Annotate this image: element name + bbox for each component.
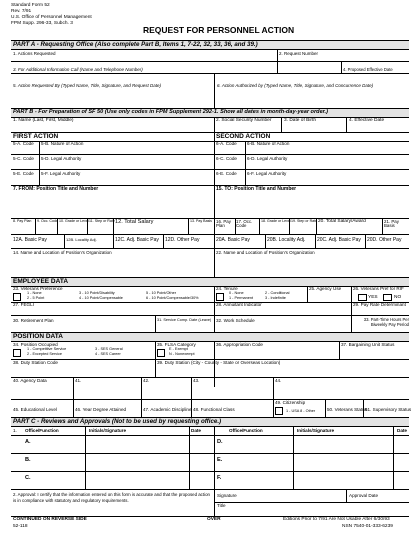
part-time-hours-label: 33. Part-Time Hours Per Biweekly Pay Period	[363, 317, 409, 328]
initials-signature-left-header: Initials/Signature	[89, 428, 127, 433]
from-org-label: 14. Name and Location of Position's Organization	[13, 250, 112, 255]
flsa-box[interactable]	[157, 349, 165, 357]
vp-rif-no-box[interactable]	[383, 294, 392, 301]
first-action-heading: FIRST ACTION	[13, 133, 59, 140]
work-schedule-label: 32. Work Schedule	[216, 318, 255, 323]
vp-option-1: 1 - None	[27, 291, 42, 295]
form-info-line1: Standard Form 52	[11, 3, 50, 8]
part-a-title: PART A - Requesting Office (Also complete Part B, Items 1, 7-22, 32, 33, 36, and 39.)	[13, 41, 258, 48]
form-info-line2: Rev. 7/91	[11, 9, 32, 14]
review-row-b: B.	[25, 457, 31, 463]
date-right-header: Date	[397, 428, 407, 433]
to-pay-plan: 16. Pay Plan	[216, 219, 231, 229]
vp-option-3: 3 - 10 Point/Disability	[79, 291, 115, 295]
second-action-code-c: 6-C. Code	[216, 156, 237, 161]
from-occ-code: 9. Occ. Code	[37, 219, 58, 223]
ssn-label: 2. Social Security Number	[216, 118, 272, 123]
flsa-option-e: E - Exempt	[169, 347, 188, 351]
actions-requested-label: 1. Actions Requested	[13, 51, 56, 56]
additional-info-label: 3. For Additional Information Call (Name and Telephone Number)	[13, 67, 143, 72]
proposed-effective-date-label: 4. Proposed Effective Date	[343, 67, 393, 72]
retirement-plan-label: 30. Retirement Plan	[13, 318, 54, 323]
form-info-line3: U.S. Office of Personnel Management	[11, 15, 92, 20]
action-authorized-by-label: 6. Action Authorized by (Typed Name, Title, Signature, and Concurrence Date)	[217, 83, 374, 88]
part-b-title: PART B - For Preparation of SF 50 (Use only codes in FPM Supplement 292-1. Show all dates in month-day-year order.)	[13, 109, 328, 115]
position-data-title: POSITION DATA	[13, 333, 63, 340]
nsn-number: NSN 7540-01-333-6239	[342, 524, 393, 529]
employee-data-header	[11, 277, 409, 287]
from-pay-basis: 13. Pay Basis	[190, 219, 212, 223]
request-number-label: 2. Request Number	[279, 51, 319, 56]
agency-data-label: 40. Agency Data	[13, 378, 47, 383]
form-title: REQUEST FOR PERSONNEL ACTION	[143, 25, 295, 35]
signature-label: Signature	[217, 493, 237, 498]
approval-date-label: Approval Date	[349, 493, 379, 498]
office-function-right-header: Office/Function	[229, 428, 263, 433]
second-action-code-e: 6-E. Code	[216, 171, 237, 176]
veterans-preference-box[interactable]	[13, 293, 21, 301]
employee-data-title: EMPLOYEE DATA	[13, 278, 69, 285]
date-left-header: Date	[191, 428, 201, 433]
to-occ-code: 17. Occ. Code	[236, 219, 253, 229]
title-label: Title	[217, 503, 226, 508]
over-label: OVER	[207, 517, 221, 522]
vp-rif-yes-label: YES	[368, 295, 378, 300]
education-label: 45. Educational Level	[13, 407, 57, 412]
part-c-title: PART C - Reviews and Approvals (Not to be used by requesting office.)	[13, 418, 222, 425]
pay-rate-label: 29. Pay Rate Determinant	[353, 302, 406, 307]
review-row-f: F.	[217, 475, 222, 481]
year-degree-label: 46. Year Degree Attained	[75, 407, 127, 412]
from-other-pay: 12D. Other Pay	[165, 237, 200, 243]
annuitant-label: 28. Annuitant Indicator	[216, 302, 262, 307]
vp-option-4: 4 - 10 Point/Compensable	[79, 296, 123, 300]
from-grade: 10. Grade or Level	[59, 219, 89, 223]
po-option-4: 4 - SES Career	[95, 352, 121, 356]
item-43-label: 43.	[193, 378, 200, 383]
from-locality-adj: 12B. Locality Adj.	[66, 237, 97, 242]
vp-option-6: 6 - 10 Point/Compensable/30%	[146, 296, 199, 300]
from-step: 11. Step or Rate	[89, 219, 115, 223]
position-occupied-box[interactable]	[13, 349, 21, 357]
item-41-label: 41.	[75, 378, 82, 383]
to-grade: 18. Grade or Level	[261, 219, 291, 223]
appropriation-code-label: 36. Appropriation Code	[216, 342, 263, 347]
supervisory-status-label: 51. Supervisory Status	[365, 407, 412, 412]
second-action-legal-d: 6-D. Legal Authority	[247, 156, 288, 161]
vp-rif-yes-box[interactable]	[358, 294, 367, 301]
to-other-pay: 20D. Other Pay	[367, 237, 402, 243]
review-row-a: A.	[25, 439, 31, 445]
part-c-item-1: 1.	[13, 428, 17, 433]
to-position-label: 15. TO: Position Title and Number	[216, 186, 297, 192]
effective-date-label: 4. Effective Date	[349, 118, 385, 123]
to-total-salary: 20. Total Salary/Award	[318, 219, 366, 224]
item-44-label: 44.	[275, 378, 282, 383]
from-basic-pay: 12A. Basic Pay	[13, 237, 47, 243]
veterans-status-label: 50. Veterans Status	[327, 407, 368, 412]
citizenship-box[interactable]	[275, 407, 283, 415]
functional-class-label: 48. Functional Class	[193, 407, 235, 412]
position-occupied-label: 34. Position Occupied	[13, 342, 58, 347]
second-action-code-a: 6-A. Code	[216, 141, 237, 146]
office-function-left-header: Office/Function	[25, 428, 59, 433]
service-comp-date-label: 31. Service Comp. Date (Leave)	[157, 318, 212, 322]
tenure-box[interactable]	[216, 293, 224, 301]
po-option-2: 2 - Excepted Service	[27, 352, 63, 356]
vp-rif-no-label: NO	[394, 295, 402, 300]
review-row-d: D.	[217, 439, 223, 445]
action-requested-by-label: 5. Action Requested By (Typed Name, Title, Signature, and Request Date)	[13, 83, 162, 88]
academic-discipline-label: 47. Academic Discipline	[143, 407, 192, 412]
citizenship-options: 1 - USA 8 - Other	[286, 409, 316, 413]
continued-on-reverse: CONTINUED ON REVERSE SIDE	[13, 517, 87, 522]
to-step: 19. Step or Rate	[291, 219, 318, 223]
veterans-preference-label: 23. Veterans Preference	[13, 286, 63, 291]
dob-label: 3. Date of Birth	[284, 118, 316, 123]
approval-text: 2. Approval: I certify that the information entered on this form is accurate and that the proposed action is in compliance with statutory and regulatory requirements.	[13, 492, 210, 503]
duty-station-label: 39. Duty Station (City - County - State or Overseas Location)	[157, 360, 281, 365]
tenure-option-2: 2 - Conditional	[265, 291, 290, 295]
form-number: 52-118	[13, 524, 28, 529]
first-action-legal-f: 5-F. Legal Authority	[41, 171, 81, 176]
vp-option-5: 5 - 10 Point/Other	[146, 291, 176, 295]
tenure-option-0: 0 - None	[229, 291, 244, 295]
tenure-option-3: 3 - Indefinite	[265, 296, 286, 300]
citizenship-label: 49. Citizenship	[275, 400, 306, 405]
flsa-label: 35. FLSA Category	[157, 342, 196, 347]
second-action-legal-f: 6-F. Legal Authority	[247, 171, 287, 176]
to-pay-basis: 21. Pay Basis	[384, 219, 399, 229]
first-action-code-e: 5-E. Code	[13, 171, 34, 176]
agency-use-label: 25. Agency Use	[309, 286, 342, 291]
fegli-label: 27. FEGLI	[13, 302, 34, 307]
to-locality-adj: 20B. Locality Adj.	[267, 237, 306, 243]
first-action-code-a: 5-A. Code	[13, 141, 34, 146]
tenure-option-1: 1 - Permanent	[229, 296, 254, 300]
review-row-e: E.	[217, 457, 223, 463]
first-action-code-c: 5-C. Code	[13, 156, 34, 161]
name-label: 1. Name (Last, First, Middle)	[13, 118, 74, 123]
editions-note: Editions Prior to 7/91 Are Not Usable After 6/30/93	[283, 517, 390, 522]
to-org-label: 22. Name and Location of Position's Organization	[216, 250, 315, 255]
duty-station-code-label: 38. Duty Station Code	[13, 360, 58, 365]
to-basic-pay: 20A. Basic Pay	[216, 237, 250, 243]
tenure-label: 24. Tenure	[216, 286, 238, 291]
po-option-1: 1 - Competitive Service	[27, 347, 67, 351]
first-action-legal-d: 5-D. Legal Authority	[41, 156, 82, 161]
from-pay-plan: 8. Pay Plan	[13, 219, 32, 223]
bargaining-unit-label: 37. Bargaining Unit Status	[341, 342, 395, 347]
from-total-salary: 12. Total Salary	[115, 219, 154, 225]
from-adj-basic-pay: 12C. Adj. Basic Pay	[115, 237, 159, 243]
vp-rif-label: 26. Veterans Pref for RIF	[353, 286, 404, 291]
item-42-label: 42.	[143, 378, 150, 383]
position-data-header	[11, 332, 409, 342]
second-action-heading: SECOND ACTION	[216, 133, 271, 140]
po-option-3: 3 - SES General	[95, 347, 123, 351]
from-position-label: 7. FROM: Position Title and Number	[13, 186, 99, 192]
initials-signature-right-header: Initials/Signature	[297, 428, 335, 433]
vp-option-2: 2 - 5 Point	[27, 296, 45, 300]
to-adj-basic-pay: 20C. Adj. Basic Pay	[317, 237, 361, 243]
flsa-option-n: N - Nonexempt	[169, 352, 195, 356]
form-info-line4: FPM Supp. 296-33, Subch. 3	[11, 21, 73, 26]
first-action-nature-label: 5-B. Nature of Action	[41, 141, 84, 146]
review-row-c: C.	[25, 475, 31, 481]
second-action-nature-label: 6-B. Nature of Action	[247, 141, 290, 146]
